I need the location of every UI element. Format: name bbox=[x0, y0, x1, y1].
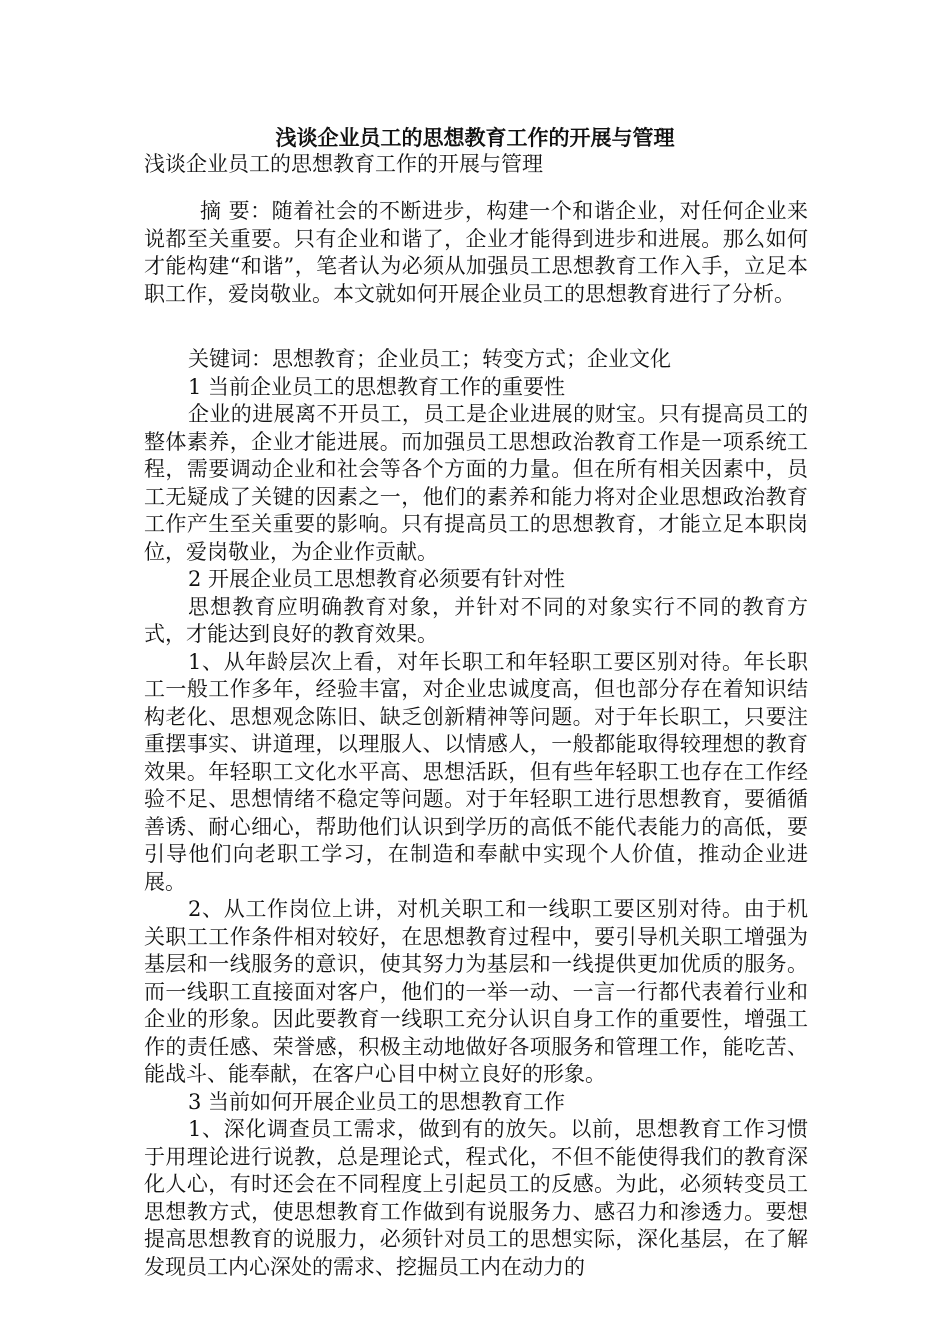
body-paragraph: 思想教育应明确教育对象，并针对不同的对象实行不同的教育方式，才能达到良好的教育效果。 bbox=[144, 594, 808, 646]
keywords-line: 关键词：思想教育；企业员工；转变方式；企业文化 bbox=[188, 347, 671, 371]
section-heading: 1 当前企业员工的思想教育工作的重要性 bbox=[188, 374, 566, 399]
body-paragraph: 1、深化调查员工需求，做到有的放矢。以前，思想教育工作习惯于用理论进行说教，总是理论式，程式化，不但不能使得我们的教育深化人心，有时还会在不同程度上引起员工的反感。为此，必须转变员工思想教方式，使思想教育工作做到有说服务力、感召力和渗透力。要想提高思想教育的说服力，必须针对员工的思想实际，深化基层，在了解发现员工内心深处的需求、挖掘员工内在动力的 bbox=[144, 1117, 808, 1279]
section-heading: 2 开展企业员工思想教育必须要有针对性 bbox=[188, 567, 566, 591]
document-title: 浅谈企业员工的思想教育工作的开展与管理 bbox=[275, 125, 675, 150]
document-body bbox=[144, 346, 808, 1281]
section-heading: 3 当前如何开展企业员工的思想教育工作 bbox=[188, 1089, 566, 1114]
document-subtitle: 浅谈企业员工的思想教育工作的开展与管理 bbox=[144, 152, 543, 176]
body-paragraph: 2、从工作岗位上讲，对机关职工和一线职工要区别对待。由于机关职工工作条件相对较好，在思想教育过程中，要引导机关职工增强为基层和一线服务的意识，使其努力为基层和一线提供更加优质的服务。而一线职工直接面对客户，他们的一举一动、一言一行都代表着行业和企业的形象。因此要教育一线职工充分认识自身工作的重要性，增强工作的责任感、荣誉感，积极主动地做好各项服务和管理工作，能吃苦、能战斗、能奉献，在客户心目中树立良好的形象。 bbox=[144, 897, 808, 1086]
body-paragraph: 企业的进展离不开员工，员工是企业进展的财宝。只有提高员工的整体素养，企业才能进展。而加强员工思想政治教育工作是一项系统工程，需要调动企业和社会等各个方面的力量。但在所有相关因素中，员工无疑成了关键的因素之一，他们的素养和能力将对企业思想政治教育工作产生至关重要的影响。只有提高员工的思想教育，才能立足本职岗位，爱岗敬业，为企业作贡献。 bbox=[144, 402, 808, 564]
body-paragraph: 1、从年龄层次上看，对年长职工和年轻职工要区别对待。年长职工一般工作多年，经验丰富，对企业忠诚度高，但也部分存在着知识结构老化、思想观念陈旧、缺乏创新精神等问题。对于年长职工，只要注重摆事实、讲道理，以理服人、以情感人，一般都能取得较理想的教育效果。年轻职工文化水平高、思想活跃，但有些年轻职工也存在工作经验不足、思想情绪不稳定等问题。对于年轻职工进行思想教育，要循循善诱、耐心细心，帮助他们认识到学历的高低不能代表能力的高低，要引导他们向老职工学习，在制造和奉献中实现个人价值，推动企业进展。 bbox=[144, 649, 808, 894]
abstract-paragraph: 摘 要：随着社会的不断进步，构建一个和谐企业，对任何企业来说都至关重要。只有企业和谐了，企业才能得到进步和进展。那么如何才能构建“和谐”，笔者认为必须从加强员工思想教育工作入手，立足本职工作，爱岗敬业。本文就如何开展企业员工的思想教育进行了分析。 bbox=[144, 199, 808, 306]
